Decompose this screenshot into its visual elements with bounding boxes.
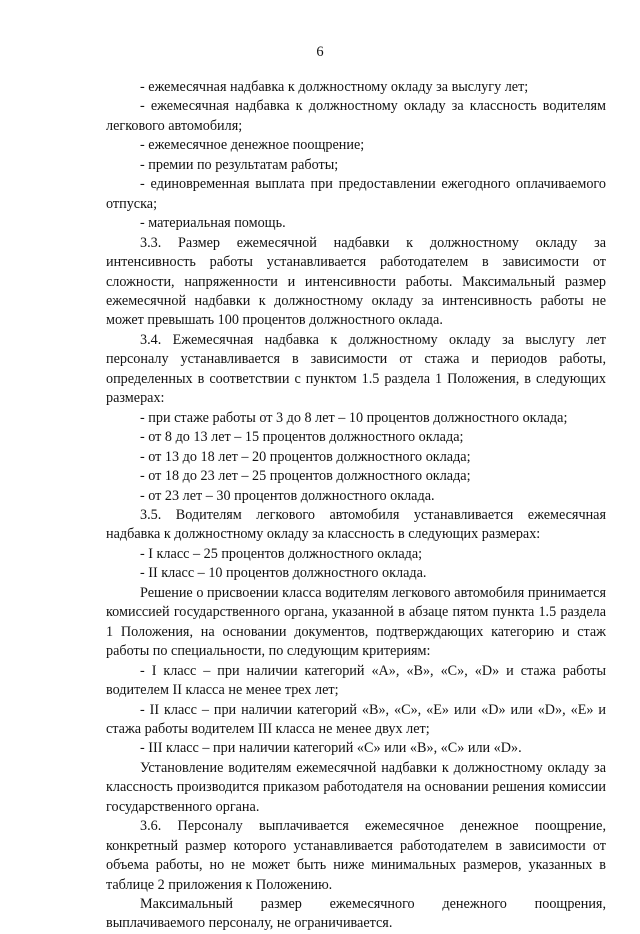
- paragraph: Решение о присвоении класса водителям легкового автомобиля принимается комиссией государственного органа, указанной в абзаце пятом пункта 1.5 раздела 1 Положения, на основании документов, подтверждающих категорию и стаж работы по специальности, по следующим критериям:: [106, 584, 606, 660]
- paragraph: 3.5. Водителям легкового автомобиля устанавливается ежемесячная надбавка к должностному окладу за классность в следующих размерах:: [106, 506, 606, 543]
- list-item: - единовременная выплата при предоставлении ежегодного оплачиваемого отпуска;: [106, 176, 606, 212]
- paragraph: Максимальный размер ежемесячного денежного поощрения, выплачиваемого персоналу, не ограничивается.: [106, 896, 606, 932]
- paragraph: 3.3. Размер ежемесячной надбавки к должностному окладу за интенсивность работы устанавливается работодателем в зависимости от сложности, напряженности и интенсивности работы. Максимальный размер ежемесячной надбавки к должностному окладу за интенсивность работы не может превышать 100 процентов должностного оклада.: [106, 234, 606, 329]
- list-item: - от 23 лет – 30 процентов должностного оклада.: [140, 487, 435, 504]
- list-item: - II класс – при наличии категорий «В», «С», «Е» или «D» или «D», «Е» и стажа работы водителем III класса не менее двух лет;: [106, 701, 606, 737]
- list-item: - премии по результатам работы;: [140, 156, 339, 173]
- list-item: - III класс – при наличии категорий «С» или «В», «С» или «D».: [140, 740, 522, 757]
- list-item: - ежемесячное денежное поощрение;: [140, 137, 365, 154]
- paragraph: 3.6. Персоналу выплачивается ежемесячное денежное поощрение, конкретный размер которого устанавливается работодателем в зависимости от объема работы, но не может быть ниже минимальных размеров, указанных в таблице 2 приложения к Положению.: [106, 818, 606, 893]
- document-body: [106, 78, 606, 934]
- list-item: - I класс – при наличии категорий «А», «В», «С», «D» и стажа работы водителем II класса не менее трех лет;: [106, 662, 606, 699]
- list-item: - от 18 до 23 лет – 25 процентов должностного оклада;: [140, 468, 471, 485]
- list-item: - I класс – 25 процентов должностного оклада;: [140, 545, 423, 562]
- paragraph: 3.4. Ежемесячная надбавка к должностному окладу за выслугу лет персоналу устанавливается в зависимости от стажа и периодов работы, определенных в соответствии с пунктом 1.5 раздела 1 Положения, в следующих размерах:: [106, 331, 606, 407]
- list-item: - II класс – 10 процентов должностного оклада.: [140, 565, 427, 582]
- list-item: - от 13 до 18 лет – 20 процентов должностного оклада;: [140, 448, 471, 465]
- list-item: - от 8 до 13 лет – 15 процентов должностного оклада;: [140, 429, 464, 446]
- list-item: - ежемесячная надбавка к должностному окладу за классность водителям легкового автомобиля;: [106, 98, 606, 134]
- page-number: 6: [316, 44, 324, 60]
- list-item: - ежемесячная надбавка к должностному окладу за выслугу лет;: [140, 79, 529, 95]
- list-item: - материальная помощь.: [140, 215, 286, 232]
- paragraph: Установление водителям ежемесячной надбавки к должностному окладу за классность производится приказом работодателя на основании решения комиссии государственного органа.: [106, 759, 606, 815]
- list-item: - при стаже работы от 3 до 8 лет – 10 процентов должностного оклада;: [140, 409, 568, 426]
